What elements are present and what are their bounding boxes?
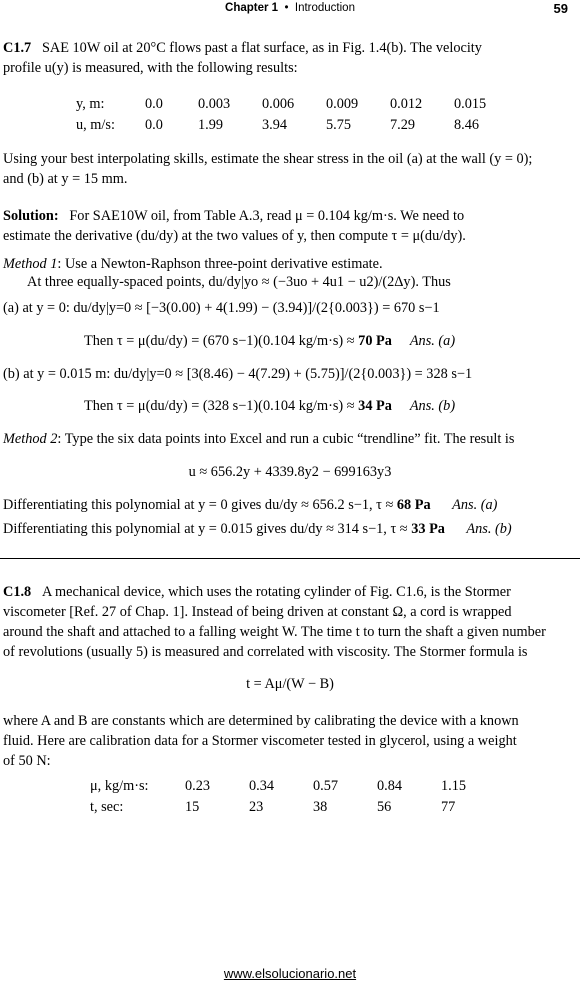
page-number: 59: [553, 1, 568, 16]
part-b-then: Then τ = μ(du/dy) = (328 s−1)(0.104 kg/m·s) ≈ 34 Pa Ans. (b): [84, 398, 456, 414]
method2-label: Method 2: [3, 431, 58, 447]
solution-line2: estimate the derivative (du/dy) at the two values of y, then compute τ = μ(du/dy).: [3, 228, 466, 244]
stormer-formula: t = Aμ/(W − B): [246, 676, 334, 692]
c18-text2-line2: fluid. Here are calibration data for a Stormer viscometer tested in glycerol, using a weight: [3, 733, 517, 749]
table-row: y, m: 0.0 0.003 0.006 0.009 0.012 0.015: [76, 94, 486, 115]
part-b-result: 34 Pa: [358, 398, 392, 414]
trendline-equation: u ≈ 656.2y + 4339.8y2 − 699163y3: [188, 464, 392, 480]
diff-a-result: 68 Pa: [396, 497, 431, 513]
solution-label: Solution:: [3, 208, 59, 224]
answer-label: Ans. (a): [452, 497, 498, 513]
running-head: [0, 2, 580, 14]
solution-line1: Solution: For SAE10W oil, from Table A.3, read μ = 0.104 kg/m·s. We need to: [3, 208, 465, 224]
c18-text2-line3: of 50 N:: [3, 753, 51, 769]
table-row: t, sec: 15 23 38 56 77: [90, 797, 466, 818]
footer-link[interactable]: www.elsolucionario.net: [223, 966, 357, 981]
method1-label: Method 1: [3, 256, 58, 272]
calibration-table: [90, 776, 466, 818]
velocity-table: [76, 94, 486, 136]
section-label: Introduction: [294, 2, 355, 14]
method2-line: Method 2: Type the six data points into Excel and run a cubic “trendline” fit. The result is: [3, 431, 515, 447]
part-a-then: Then τ = μ(du/dy) = (670 s−1)(0.104 kg/m·s) ≈ 70 Pa Ans. (a): [84, 333, 456, 349]
diff-b-result: 33 Pa: [411, 521, 445, 537]
question-line1: Using your best interpolating skills, estimate the shear stress in the oil (a) at the wall (y = 0);: [3, 151, 533, 167]
method1-formula: At three equally-spaced points, du/dy|yo ≈ (−3uo + 4u1 − u2)/(2Δy). Thus: [27, 274, 451, 290]
page-header: [0, 2, 580, 20]
part-a-result: 70 Pa: [358, 333, 392, 349]
c18-text2-line1: where A and B are constants which are determined by calibrating the device with a known: [3, 713, 519, 729]
row-label: t, sec:: [90, 799, 124, 815]
c18-line3: around the shaft and attached to a falling weight W. The time t to turn the shaft a given number: [3, 624, 546, 640]
diff-a-line: Differentiating this polynomial at y = 0 gives du/dy ≈ 656.2 s−1, τ ≈ 68 Pa Ans. (a): [3, 497, 498, 513]
row-label: μ, kg/m·s:: [90, 778, 149, 794]
table-row: μ, kg/m·s: 0.23 0.34 0.57 0.84 1.15: [90, 776, 466, 797]
answer-label: Ans. (b): [466, 521, 512, 537]
bullet-separator: •: [284, 2, 289, 14]
method1-line: Method 1: Use a Newton-Raphson three-point derivative estimate.: [3, 256, 383, 272]
chapter-label: Chapter 1: [225, 2, 279, 14]
answer-label: Ans. (a): [409, 333, 456, 349]
part-b-calc: (b) at y = 0.015 m: du/dy|y=0 ≈ [3(8.46) − 4(7.29) + (5.75)]/(2{0.003}) = 328 s−1: [3, 366, 473, 382]
diff-b-line: Differentiating this polynomial at y = 0.015 gives du/dy ≈ 314 s−1, τ ≈ 33 Pa Ans. (b): [3, 521, 512, 537]
table-row: u, m/s: 0.0 1.99 3.94 5.75 7.29 8.46: [76, 115, 486, 136]
part-a-calc: (a) at y = 0: du/dy|y=0 ≈ [−3(0.00) + 4(1.99) − (3.94)]/(2{0.003}) = 670 s−1: [3, 300, 440, 316]
problem-number: C1.8: [3, 584, 32, 600]
row-label: u, m/s:: [76, 117, 115, 133]
question-line2: and (b) at y = 15 mm.: [3, 171, 128, 187]
section-divider: [0, 558, 580, 559]
problem-number: C1.7: [3, 40, 32, 56]
row-label: y, m:: [76, 96, 105, 112]
c18-line4: of revolutions (usually 5) is measured and correlated with viscosity. The Stormer formula is: [3, 644, 528, 660]
answer-label: Ans. (b): [409, 398, 456, 414]
c17-statement-line2: profile u(y) is measured, with the following results:: [3, 60, 298, 76]
c18-line1: C1.8 A mechanical device, which uses the rotating cylinder of Fig. C1.6, is the Stormer: [3, 584, 511, 600]
c17-statement-line1: C1.7 SAE 10W oil at 20°C flows past a flat surface, as in Fig. 1.4(b). The velocity: [3, 40, 482, 56]
c18-line2: viscometer [Ref. 27 of Chap. 1]. Instead of being driven at constant Ω, a cord is wrapped: [3, 604, 512, 620]
